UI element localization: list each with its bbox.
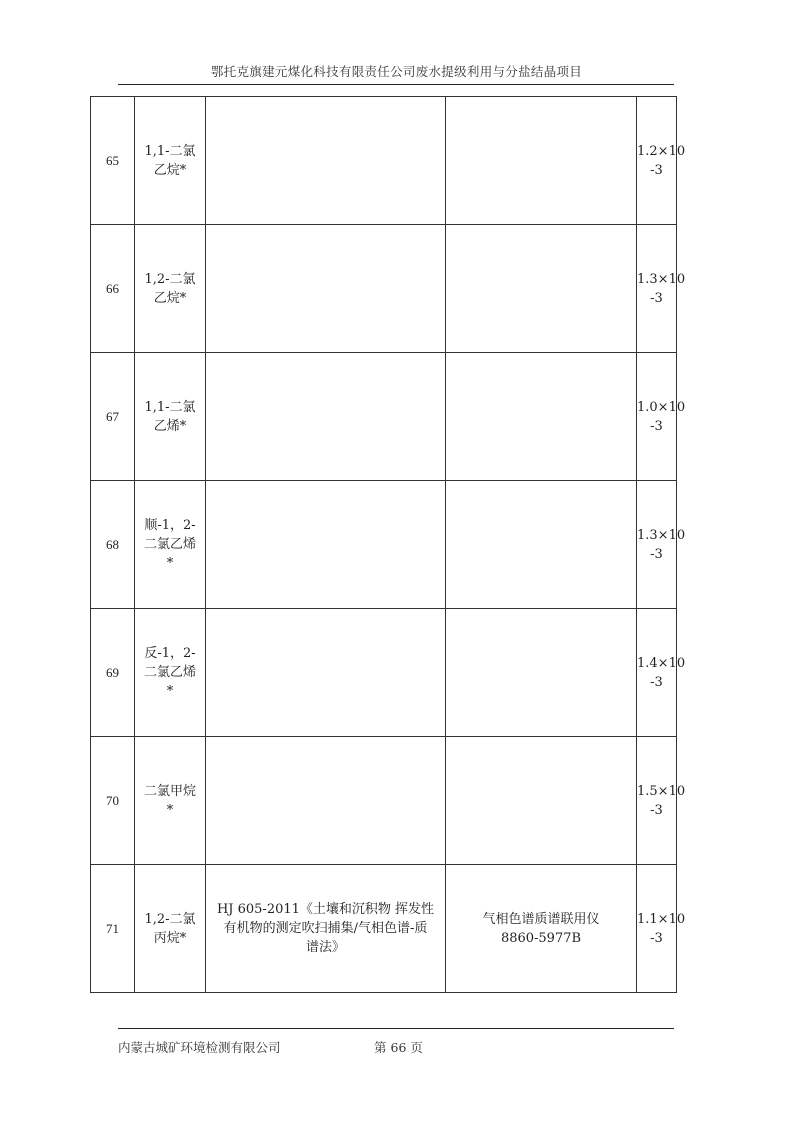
detection-limit-cell: 1.2×10 -3 (637, 97, 677, 225)
table-row (91, 737, 677, 865)
compound-name-cell: 1,2-二氯 丙烷* (135, 865, 206, 993)
method-cell (206, 97, 446, 225)
header-divider (118, 84, 674, 85)
page-suffix: 页 (410, 1040, 423, 1055)
compound-name-cell: 二氯甲烷 * (135, 737, 206, 865)
compound-name-cell: 1,2-二氯 乙烷* (135, 225, 206, 353)
table-row (91, 609, 677, 737)
instrument-cell: 气相色谱质谱联用仪 8860-5977B (446, 865, 637, 993)
table-body (91, 97, 686, 993)
table-row (91, 865, 677, 993)
row-number-cell: 66 (91, 225, 135, 353)
page-prefix: 第 (374, 1040, 387, 1055)
compound-name-cell: 1,1-二氯 乙烯* (135, 353, 206, 481)
detection-limit-cell: 1.3×10 -3 (637, 225, 677, 353)
row-number-cell: 71 (91, 865, 135, 993)
method-cell (206, 353, 446, 481)
method-cell (206, 609, 446, 737)
instrument-cell (446, 737, 637, 865)
compound-name-cell: 1,1-二氯 乙烷* (135, 97, 206, 225)
instrument-cell (446, 353, 637, 481)
method-cell (206, 481, 446, 609)
detection-limit-cell: 1.0×10 -3 (637, 353, 677, 481)
row-number-cell: 68 (91, 481, 135, 609)
footer-page-number (372, 1038, 425, 1056)
instrument-cell (446, 225, 637, 353)
detection-limit-cell: 1.1×10 -3 (637, 865, 677, 993)
instrument-cell (446, 97, 637, 225)
row-number-cell: 70 (91, 737, 135, 865)
method-cell: HJ 605-2011《土壤和沉积物 挥发性 有机物的测定吹扫捕集/气相色谱-质 谱法》 (206, 865, 446, 993)
row-number-cell: 69 (91, 609, 135, 737)
table-row (91, 353, 677, 481)
table-row (91, 225, 677, 353)
compound-name-cell: 反-1，2- 二氯乙烯 * (135, 609, 206, 737)
method-cell (206, 737, 446, 865)
detection-limit-table (90, 96, 686, 993)
instrument-cell (446, 481, 637, 609)
table-row (91, 97, 677, 225)
detection-limit-cell: 1.5×10 -3 (637, 737, 677, 865)
page-header-title: 鄂托克旗建元煤化科技有限责任公司废水提级利用与分盐结晶项目 (210, 64, 583, 79)
page-number: 66 (390, 1040, 407, 1055)
method-cell (206, 225, 446, 353)
instrument-cell (446, 609, 637, 737)
footer-company: 内蒙古城矿环境检测有限公司 (118, 1040, 281, 1055)
row-number-cell: 67 (91, 353, 135, 481)
footer-divider (118, 1028, 674, 1029)
row-number-cell: 65 (91, 97, 135, 225)
detection-limit-cell: 1.3×10 -3 (637, 481, 677, 609)
detection-limit-cell: 1.4×10 -3 (637, 609, 677, 737)
compound-name-cell: 顺-1，2- 二氯乙烯 * (135, 481, 206, 609)
table-row (91, 481, 677, 609)
